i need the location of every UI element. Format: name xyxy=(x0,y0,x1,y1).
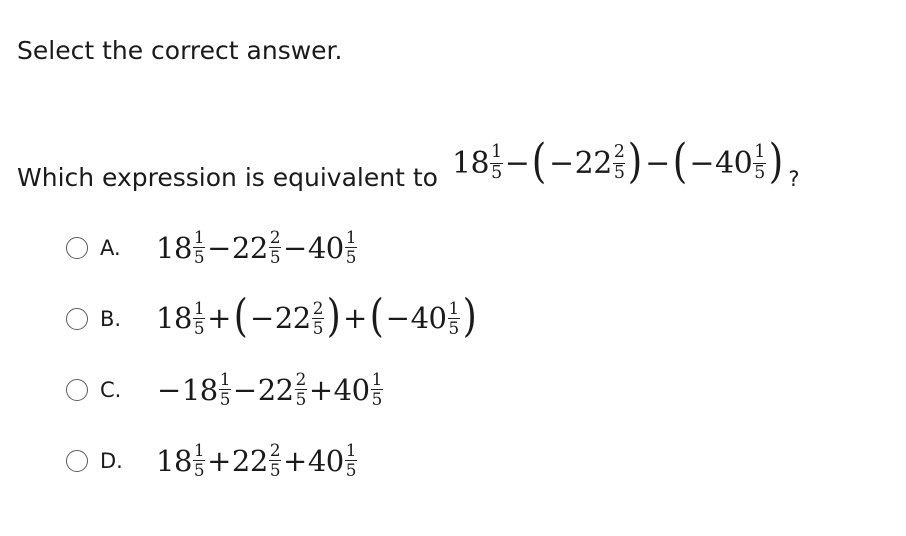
numerator: 1 xyxy=(754,142,765,163)
operator: − xyxy=(207,230,231,265)
mixed-number xyxy=(232,442,282,479)
numerator: 1 xyxy=(193,227,205,248)
radio-button-c[interactable] xyxy=(66,379,88,401)
operator: − xyxy=(385,301,410,336)
whole-part: 18 xyxy=(156,443,192,478)
option-expression xyxy=(156,229,358,266)
parenthesis: ) xyxy=(768,133,783,188)
mixed-number xyxy=(308,442,358,479)
denominator: 5 xyxy=(219,389,230,409)
numerator: 1 xyxy=(345,227,356,248)
numerator: 1 xyxy=(448,298,459,319)
mixed-number xyxy=(452,144,504,182)
denominator: 5 xyxy=(345,460,356,480)
mixed-number xyxy=(334,371,384,408)
mixed-number xyxy=(715,144,767,182)
parenthesis: ) xyxy=(326,289,341,343)
fraction xyxy=(193,442,205,479)
mixed-number xyxy=(308,229,358,266)
whole-part: 40 xyxy=(307,230,344,265)
numerator: 2 xyxy=(295,369,306,390)
denominator: 5 xyxy=(345,247,356,267)
numerator: 1 xyxy=(193,440,205,461)
numerator: 2 xyxy=(312,298,323,319)
fraction xyxy=(613,144,626,182)
whole-part: 22 xyxy=(231,443,268,478)
option-letter: C. xyxy=(100,377,122,402)
parenthesis: ) xyxy=(462,289,477,343)
numerator: 1 xyxy=(219,369,230,390)
instruction-text: Select the correct answer. xyxy=(17,36,343,65)
mixed-number xyxy=(232,229,282,266)
whole-part: 40 xyxy=(307,443,344,478)
numerator: 2 xyxy=(269,227,281,248)
fraction xyxy=(269,442,281,479)
option-expression xyxy=(156,371,384,408)
denominator: 5 xyxy=(312,317,323,338)
option-b[interactable] xyxy=(66,283,478,354)
answer-options xyxy=(66,212,478,496)
question-text: Which expression is equivalent to xyxy=(17,163,438,192)
fraction xyxy=(219,371,231,408)
numerator: 1 xyxy=(491,142,502,163)
denominator: 5 xyxy=(613,162,625,183)
denominator: 5 xyxy=(193,317,205,338)
question xyxy=(17,118,800,198)
fraction xyxy=(295,371,307,408)
question-mark: ? xyxy=(788,167,800,191)
whole-part: 22 xyxy=(257,372,294,407)
denominator: 5 xyxy=(193,460,205,480)
numerator: 2 xyxy=(269,440,281,461)
radio-button-b[interactable] xyxy=(66,308,88,330)
option-letter: D. xyxy=(100,448,123,473)
whole-part: 22 xyxy=(574,145,612,181)
mixed-number xyxy=(156,442,206,479)
numerator: 2 xyxy=(613,142,625,163)
radio-button-d[interactable] xyxy=(66,450,88,472)
operator: − xyxy=(645,145,670,181)
fraction xyxy=(490,144,503,182)
operator: − xyxy=(549,145,574,181)
whole-part: 40 xyxy=(410,301,447,336)
parenthesis: ( xyxy=(672,133,687,188)
fraction xyxy=(753,144,766,182)
operator: + xyxy=(207,443,231,478)
denominator: 5 xyxy=(269,247,281,267)
fraction xyxy=(448,300,460,337)
option-expression xyxy=(156,289,478,343)
parenthesis: ( xyxy=(369,289,384,343)
fraction xyxy=(193,300,205,337)
operator: − xyxy=(283,230,307,265)
parenthesis: ) xyxy=(628,133,643,188)
option-d[interactable] xyxy=(66,425,478,496)
operator: + xyxy=(342,301,367,336)
denominator: 5 xyxy=(193,247,205,267)
mixed-number xyxy=(575,144,627,182)
denominator: 5 xyxy=(754,162,765,183)
whole-part: 18 xyxy=(181,372,218,407)
numerator: 1 xyxy=(345,440,356,461)
operator: − xyxy=(689,145,714,181)
option-letter: A. xyxy=(100,235,121,260)
whole-part: 18 xyxy=(156,230,192,265)
denominator: 5 xyxy=(295,389,306,409)
operator: − xyxy=(504,145,530,181)
radio-button-a[interactable] xyxy=(66,237,88,259)
mixed-number xyxy=(156,229,206,266)
mixed-number xyxy=(411,300,461,337)
fraction xyxy=(345,229,357,266)
parenthesis: ( xyxy=(532,133,547,188)
option-c[interactable] xyxy=(66,354,478,425)
option-letter: B. xyxy=(100,306,122,331)
operator: + xyxy=(308,372,333,407)
fraction xyxy=(193,229,205,266)
mixed-number xyxy=(258,371,308,408)
operator: − xyxy=(232,372,257,407)
operator: + xyxy=(207,301,231,336)
denominator: 5 xyxy=(371,389,382,409)
numerator: 1 xyxy=(193,298,205,319)
option-expression xyxy=(156,442,358,479)
mixed-number xyxy=(275,300,325,337)
whole-part: 22 xyxy=(231,230,268,265)
numerator: 1 xyxy=(371,369,382,390)
operator: − xyxy=(249,301,274,336)
whole-part: 40 xyxy=(333,372,370,407)
question-expression xyxy=(451,133,784,188)
whole-part: 18 xyxy=(451,145,490,181)
fraction xyxy=(345,442,357,479)
denominator: 5 xyxy=(491,162,502,183)
mixed-number xyxy=(156,300,206,337)
parenthesis: ( xyxy=(233,289,248,343)
operator: + xyxy=(283,443,307,478)
fraction xyxy=(312,300,324,337)
whole-part: 18 xyxy=(156,301,192,336)
fraction xyxy=(269,229,281,266)
fraction xyxy=(371,371,383,408)
denominator: 5 xyxy=(269,460,281,480)
operator: − xyxy=(157,372,181,407)
option-a[interactable] xyxy=(66,212,478,283)
denominator: 5 xyxy=(448,317,459,338)
mixed-number xyxy=(182,371,232,408)
whole-part: 40 xyxy=(715,145,753,181)
whole-part: 22 xyxy=(274,301,311,336)
